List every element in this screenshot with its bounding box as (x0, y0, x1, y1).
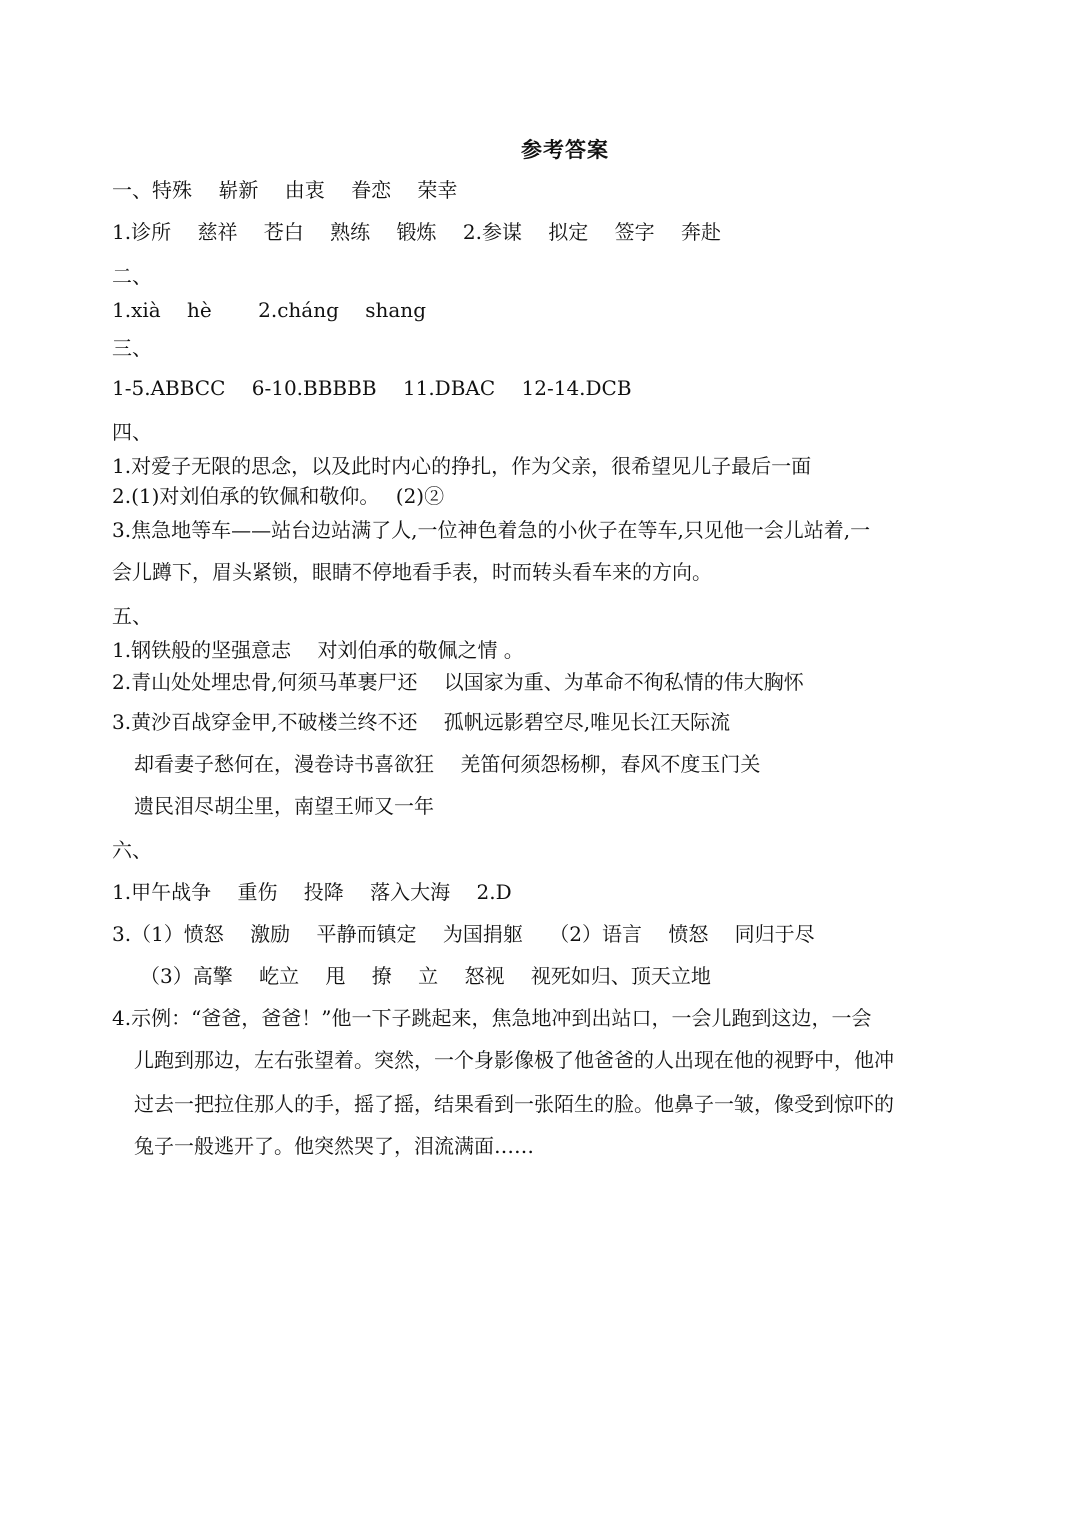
section-6-item-1: 1.甲午战争 重伤 投降 落入大海 2.D (112, 880, 512, 904)
section-6-item-4: 4.示例：“爸爸，爸爸！”他一下子跳起来，焦急地冲到出站口，一会儿跑到这边，一会 (112, 1006, 872, 1030)
section-4-item-2: 2.(1)对刘伯承的钦佩和敬仰。 (2)② (112, 484, 445, 508)
section-6-item-4-cont-3: 兔子一般逃开了。他突然哭了，泪流满面…… (134, 1134, 534, 1158)
section-5-heading: 五、 (112, 604, 152, 628)
section-1-item-line: 1.诊所 慈祥 苍白 熟练 锻炼 2.参谋 拟定 签字 奔赴 (112, 220, 722, 244)
section-5-item-2: 2.青山处处埋忠骨,何须马革裹尸还 以国家为重、为革命不徇私情的伟大胸怀 (112, 670, 804, 694)
section-4-item-1: 1.对爱子无限的思念，以及此时内心的挣扎，作为父亲，很希望见儿子最后一面 (112, 454, 812, 478)
section-2-heading: 二、 (112, 264, 152, 288)
section-6-item-3: 3.（1）愤怒 激励 平静而镇定 为国捐躯 （2）语言 愤怒 同归于尽 (112, 922, 815, 946)
section-5-item-1: 1.钢铁般的坚强意志 对刘伯承的敬佩之情 。 (112, 638, 524, 662)
section-5-item-3: 3.黄沙百战穿金甲,不破楼兰终不还 孤帆远影碧空尽,唯见长江天际流 (112, 710, 731, 734)
section-3-item-line: 1-5.ABBCC 6-10.BBBBB 11.DBAC 12-14.DCB (112, 376, 632, 400)
section-3-heading: 三、 (112, 336, 152, 360)
page-title: 参考答案 (521, 137, 609, 162)
section-2-item-line: 1.xià hè 2.cháng shang (112, 298, 426, 322)
section-4-item-3: 3.焦急地等车——站台边站满了人,一位神色着急的小伙子在等车,只见他一会儿站着,一 (112, 518, 871, 542)
section-4-item-3-cont: 会儿蹲下，眉头紧锁，眼睛不停地看手表，时而转头看车来的方向。 (112, 560, 712, 584)
section-4-heading: 四、 (112, 420, 152, 444)
section-6-heading: 六、 (112, 838, 152, 862)
section-6-item-4-cont-2: 过去一把拉住那人的手，摇了摇，结果看到一张陌生的脸。他鼻子一皱，像受到惊吓的 (134, 1092, 894, 1116)
section-5-item-3-cont-2: 遗民泪尽胡尘里，南望王师又一年 (134, 794, 434, 818)
section-6-item-4-cont-1: 儿跑到那边，左右张望着。突然，一个身影像极了他爸爸的人出现在他的视野中，他冲 (134, 1048, 894, 1072)
section-1-heading-line: 一、特殊 崭新 由衷 眷恋 荣幸 (112, 178, 458, 202)
section-5-item-3-cont-1: 却看妻子愁何在，漫卷诗书喜欲狂 羌笛何须怨杨柳，春风不度玉门关 (134, 752, 761, 776)
section-6-item-3-cont: （3）高擎 屹立 甩 撩 立 怒视 视死如归、顶天立地 (140, 964, 711, 988)
